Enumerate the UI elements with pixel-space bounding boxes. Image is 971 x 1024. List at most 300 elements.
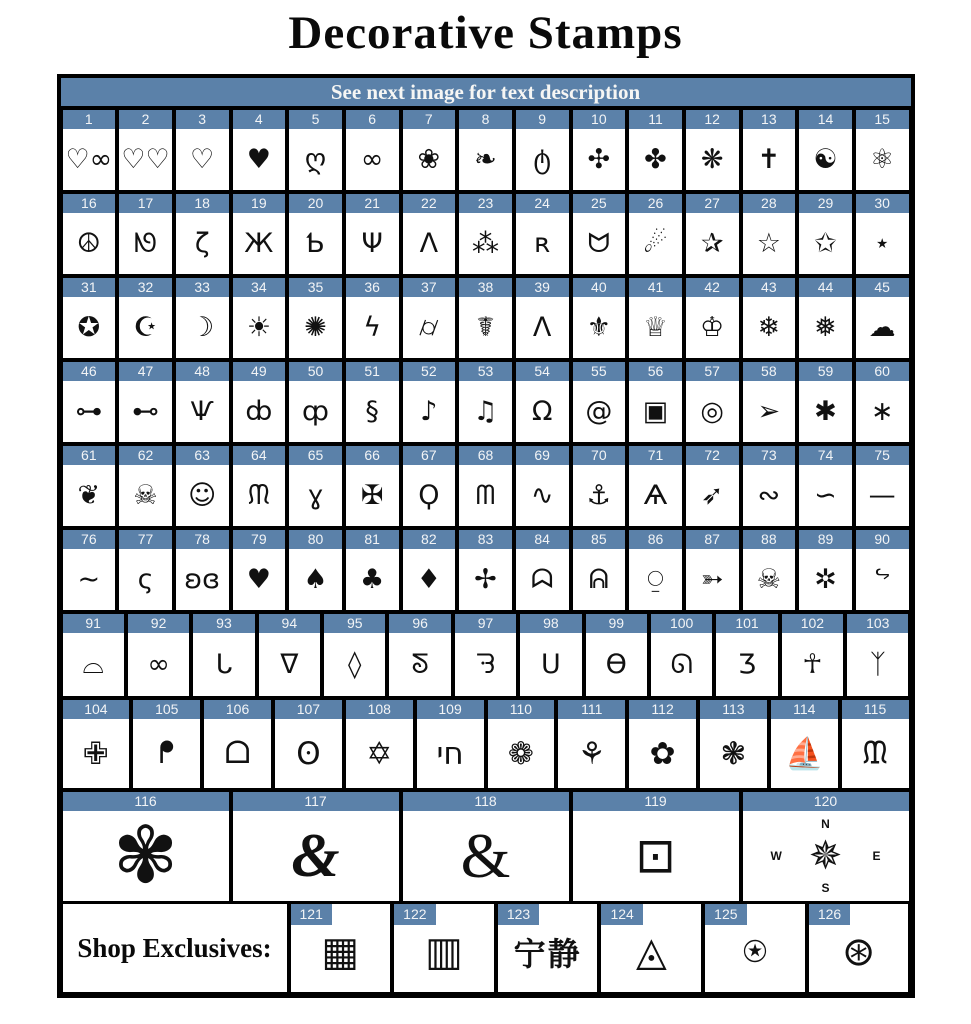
stamp-number: 28 bbox=[743, 194, 796, 213]
stamp-number: 117 bbox=[233, 792, 399, 811]
stamp-number: 26 bbox=[629, 194, 682, 213]
stamp-number: 4 bbox=[233, 110, 286, 129]
stamp-number: 99 bbox=[586, 614, 647, 633]
stamp-number: 41 bbox=[629, 278, 682, 297]
stamp-number: 25 bbox=[573, 194, 626, 213]
stamp-cell-100 bbox=[649, 612, 714, 698]
stamp-cell-48 bbox=[174, 360, 231, 444]
stamp-row-76-90 bbox=[61, 528, 911, 612]
stamp-number: 82 bbox=[403, 530, 456, 549]
treble-clef-icon: § bbox=[365, 396, 379, 427]
stamp-number: 62 bbox=[119, 446, 172, 465]
swirl-flourish-left-icon: ∾ bbox=[757, 480, 781, 511]
stamp-row-104-115 bbox=[61, 698, 911, 790]
mini-heart-icon: ♥ bbox=[246, 144, 271, 175]
stamp-row-61-75 bbox=[61, 444, 911, 528]
stamp-row-91-103 bbox=[61, 612, 911, 698]
stamp-number: 16 bbox=[63, 194, 116, 213]
stamp-cell-110 bbox=[486, 698, 557, 790]
stamp-number: 86 bbox=[629, 530, 682, 549]
stamp-number: 119 bbox=[573, 792, 739, 811]
stamp-cell-20 bbox=[287, 192, 344, 276]
stamp-cell-102 bbox=[780, 612, 845, 698]
heart-outline-icon: ♡ bbox=[190, 144, 215, 175]
stamp-cell-119 bbox=[571, 790, 741, 903]
stamp-cell-15 bbox=[854, 108, 911, 192]
club-icon: ♣ bbox=[360, 564, 385, 595]
serenity-kanji-icon: 宁静 bbox=[513, 935, 582, 973]
stamp-number: 21 bbox=[346, 194, 399, 213]
stamp-cell-114 bbox=[769, 698, 840, 790]
healing-hand-icon: Ѱ bbox=[190, 396, 214, 427]
stamp-number: 31 bbox=[63, 278, 116, 297]
eye-of-horus-icon: ʘ bbox=[296, 735, 321, 772]
stamp-number: 92 bbox=[128, 614, 189, 633]
stamp-number: 125 bbox=[705, 904, 746, 925]
stamp-cell-4 bbox=[231, 108, 288, 192]
robot-icon: ᗣ bbox=[530, 563, 554, 595]
stamp-number: 123 bbox=[498, 904, 539, 925]
table-header: See next image for text description bbox=[61, 78, 911, 108]
compass-letter-e: E bbox=[872, 849, 881, 863]
stamp-number: 11 bbox=[629, 110, 682, 129]
stamp-number: 72 bbox=[686, 446, 739, 465]
dotted-spiral-icon: @ bbox=[585, 396, 613, 427]
sugar-skull-icon: ᗝ bbox=[224, 735, 251, 771]
bell-icon: Ω bbox=[531, 396, 553, 427]
apple-icon: ტ bbox=[533, 144, 551, 175]
solid-heart-icon: ♥ bbox=[246, 564, 271, 595]
stamp-number: 47 bbox=[119, 362, 172, 381]
stamp-number: 37 bbox=[403, 278, 456, 297]
stamp-number: 78 bbox=[176, 530, 229, 549]
stamp-cell-108 bbox=[344, 698, 415, 790]
phone-booth-icon: ▥ bbox=[425, 929, 463, 975]
serif-ampersand-icon: & bbox=[460, 820, 511, 891]
stamp-number: 109 bbox=[417, 700, 484, 719]
stamp-number: 49 bbox=[233, 362, 286, 381]
stamp-cell-51 bbox=[344, 360, 401, 444]
stamp-cell-39 bbox=[514, 276, 571, 360]
ladybug-icon: Ѳ bbox=[605, 649, 627, 680]
stamp-number: 61 bbox=[63, 446, 116, 465]
stamp-cell-18 bbox=[174, 192, 231, 276]
dragon-icon: ᘕ bbox=[411, 648, 429, 680]
stamp-cell-45 bbox=[854, 276, 911, 360]
stamp-number: 95 bbox=[324, 614, 385, 633]
compass-letter-n: N bbox=[821, 817, 830, 831]
stamp-number: 110 bbox=[488, 700, 555, 719]
stamp-cell-117 bbox=[231, 790, 401, 903]
stamp-number: 2 bbox=[119, 110, 172, 129]
stamp-number: 93 bbox=[193, 614, 254, 633]
stamp-number: 67 bbox=[403, 446, 456, 465]
stamp-number: 68 bbox=[459, 446, 512, 465]
stamp-cell-74 bbox=[797, 444, 854, 528]
rocket-icon: ➳ bbox=[700, 564, 724, 595]
stamp-number: 18 bbox=[176, 194, 229, 213]
dinosaur-icon: ᘏ bbox=[670, 648, 693, 680]
stamp-number: 112 bbox=[629, 700, 696, 719]
bold-asterisk-icon: ✱ bbox=[814, 396, 837, 427]
om-symbol-icon: Ʒ bbox=[738, 649, 757, 680]
stamp-number: 115 bbox=[842, 700, 909, 719]
stamp-number: 76 bbox=[63, 530, 116, 549]
stamp-cell-92 bbox=[126, 612, 191, 698]
stamp-number: 74 bbox=[799, 446, 852, 465]
stamp-cell-121 bbox=[289, 902, 393, 994]
stamp-cell-94 bbox=[257, 612, 322, 698]
stamp-cell-107 bbox=[273, 698, 344, 790]
stamp-cell-89 bbox=[797, 528, 854, 612]
stamp-number: 60 bbox=[856, 362, 909, 381]
stamp-cell-61 bbox=[61, 444, 118, 528]
stamp-cell-5 bbox=[287, 108, 344, 192]
stamp-cell-42 bbox=[684, 276, 741, 360]
kite-icon: ◊ bbox=[348, 649, 362, 680]
stamp-number: 33 bbox=[176, 278, 229, 297]
stamp-number: 34 bbox=[233, 278, 286, 297]
balloon-icon: Ϙ bbox=[418, 480, 440, 511]
stamp-cell-85 bbox=[571, 528, 628, 612]
stamp-number: 94 bbox=[259, 614, 320, 633]
sunrise-icon: ✺ bbox=[304, 312, 327, 343]
cannabis-leaf-icon: ❋ bbox=[700, 144, 724, 175]
stamp-cell-6 bbox=[344, 108, 401, 192]
footprint-icon: ȸ bbox=[245, 396, 273, 427]
cloud-icon: ☁ bbox=[868, 312, 896, 343]
stamp-cell-103 bbox=[845, 612, 910, 698]
stamp-row-31-45 bbox=[61, 276, 911, 360]
stamp-number: 88 bbox=[743, 530, 796, 549]
stamp-cell-44 bbox=[797, 276, 854, 360]
anchor-icon: ⚓ bbox=[586, 480, 611, 511]
stamp-cell-101 bbox=[714, 612, 779, 698]
stamp-cell-31 bbox=[61, 276, 118, 360]
horseshoe-icon: ᑌ bbox=[540, 649, 561, 680]
stamp-cell-25 bbox=[571, 192, 628, 276]
thick-squiggle-icon: ∼ bbox=[77, 564, 101, 595]
stamp-number: 39 bbox=[516, 278, 569, 297]
stamp-cell-88 bbox=[741, 528, 798, 612]
infinity-icon: ∞ bbox=[360, 144, 384, 175]
hibiscus-icon: ❃ bbox=[720, 735, 747, 772]
stamp-number: 122 bbox=[394, 904, 435, 925]
stamp-number: 66 bbox=[346, 446, 399, 465]
stamp-cell-78 bbox=[174, 528, 231, 612]
stamp-cell-113 bbox=[698, 698, 769, 790]
shop-exclusives-label: Shop Exclusives: bbox=[61, 902, 289, 994]
stamp-number: 114 bbox=[771, 700, 838, 719]
stamp-number: 24 bbox=[516, 194, 569, 213]
peace-sign-icon: ☮ bbox=[76, 228, 101, 259]
stamp-cell-109 bbox=[415, 698, 486, 790]
stamp-number: 10 bbox=[573, 110, 626, 129]
stamp-number: 84 bbox=[516, 530, 569, 549]
alien-icon: ᕱ bbox=[588, 563, 609, 595]
puzzle-piece-icon: ✠ bbox=[360, 480, 384, 511]
sun-icon: ☀ bbox=[246, 312, 271, 343]
crown-icon: ♔ bbox=[700, 312, 725, 343]
angel-icon: ᛉ bbox=[869, 649, 886, 680]
music-note-icon: ♪ bbox=[420, 396, 438, 427]
stamp-number: 48 bbox=[176, 362, 229, 381]
smiley-face-icon: ☺ bbox=[188, 480, 217, 511]
stamp-number: 19 bbox=[233, 194, 286, 213]
stamp-table bbox=[57, 74, 915, 998]
stamp-cell-79 bbox=[231, 528, 288, 612]
ornate-key-icon: ⊶ bbox=[75, 396, 103, 427]
stamp-number: 52 bbox=[403, 362, 456, 381]
stamp-cell-104 bbox=[61, 698, 132, 790]
butterfly-icon: Ж bbox=[244, 228, 274, 259]
stamp-cell-99 bbox=[584, 612, 649, 698]
stamp-number: 50 bbox=[289, 362, 342, 381]
snowflake-flower-icon: ❅ bbox=[814, 312, 837, 343]
stamp-cell-68 bbox=[457, 444, 514, 528]
stamp-number: 71 bbox=[629, 446, 682, 465]
stamp-cell-54 bbox=[514, 360, 571, 444]
shooting-star-icon: ✰ bbox=[700, 228, 724, 259]
stamp-number: 97 bbox=[455, 614, 516, 633]
open-book-icon: ᙏ bbox=[247, 479, 270, 511]
infinity-heart-icon: ♡∞ bbox=[65, 144, 113, 175]
double-spiral-icon: ʚɞ bbox=[184, 564, 221, 595]
dog-head-icon: ʀ bbox=[534, 228, 551, 259]
stamp-cell-120 bbox=[741, 790, 911, 903]
stamp-cell-29 bbox=[797, 192, 854, 276]
stamp-cell-57 bbox=[684, 360, 741, 444]
stamp-cell-19 bbox=[231, 192, 288, 276]
stamp-number: 111 bbox=[558, 700, 625, 719]
tardis-icon: ▦ bbox=[321, 929, 360, 975]
stamp-number: 124 bbox=[601, 904, 642, 925]
stamp-cell-34 bbox=[231, 276, 288, 360]
stamp-number: 113 bbox=[700, 700, 767, 719]
stamp-number: 87 bbox=[686, 530, 739, 549]
stamp-number: 85 bbox=[573, 530, 626, 549]
stamp-number: 5 bbox=[289, 110, 342, 129]
stamp-cell-41 bbox=[627, 276, 684, 360]
stamp-cell-11 bbox=[627, 108, 684, 192]
yin-yang-icon: ☯ bbox=[813, 144, 838, 175]
stamp-cell-73 bbox=[741, 444, 798, 528]
scalloped-frame-icon: ✾ bbox=[112, 811, 179, 901]
stamp-cell-87 bbox=[684, 528, 741, 612]
four-petal-clover-icon: ✤ bbox=[644, 144, 667, 175]
feathered-arrow-icon: ➶ bbox=[700, 480, 724, 511]
solid-flame-icon: ❦ bbox=[77, 480, 101, 511]
stamp-number: 51 bbox=[346, 362, 399, 381]
stamp-row-1-15 bbox=[61, 108, 911, 192]
stamp-cell-122 bbox=[392, 902, 496, 994]
stamp-cell-75 bbox=[854, 444, 911, 528]
stamp-cell-96 bbox=[387, 612, 452, 698]
stamp-number: 20 bbox=[289, 194, 342, 213]
lightning-bolt-icon: ϟ bbox=[363, 312, 382, 343]
stamp-cell-53 bbox=[457, 360, 514, 444]
snake-icon: ζ bbox=[194, 228, 210, 259]
spiral-icon: ◎ bbox=[700, 396, 724, 427]
celtic-cross-icon: ✙ bbox=[82, 735, 109, 772]
stamp-cell-43 bbox=[741, 276, 798, 360]
tribal-flame-icon: Ψ bbox=[361, 228, 383, 259]
stamp-cell-123 bbox=[496, 902, 600, 994]
stamp-number: 6 bbox=[346, 110, 399, 129]
stamp-number: 121 bbox=[291, 904, 332, 925]
eiffel-tower-icon: Λ bbox=[532, 312, 552, 343]
fedora-hat-icon: ⌓ bbox=[82, 648, 104, 680]
square-spiral-icon: ▣ bbox=[642, 396, 669, 427]
stamp-cell-59 bbox=[797, 360, 854, 444]
crescent-and-star-icon: ☪ bbox=[133, 312, 158, 343]
stamp-cell-55 bbox=[571, 360, 628, 444]
stamp-number: 9 bbox=[516, 110, 569, 129]
stamp-number: 35 bbox=[289, 278, 342, 297]
stamp-row-46-60 bbox=[61, 360, 911, 444]
chai-hebrew-icon: חי bbox=[436, 735, 464, 772]
stamp-cell-50 bbox=[287, 360, 344, 444]
stamp-number: 105 bbox=[133, 700, 200, 719]
stamp-cell-22 bbox=[401, 192, 458, 276]
stamp-number: 32 bbox=[119, 278, 172, 297]
wavy-star-icon: ✩ bbox=[814, 228, 837, 259]
stamp-cell-32 bbox=[117, 276, 174, 360]
magic-wand-icon: ✲ bbox=[814, 564, 837, 595]
swirl-flourish-right-icon: ∽ bbox=[814, 480, 837, 511]
shop-exclusives-row bbox=[61, 902, 911, 994]
stamp-number: 102 bbox=[782, 614, 843, 633]
ankh-icon: ☥ bbox=[802, 649, 823, 680]
stamp-cell-27 bbox=[684, 192, 741, 276]
stamp-number: 14 bbox=[799, 110, 852, 129]
stamp-cell-80 bbox=[287, 528, 344, 612]
camera-icon: ⊡ bbox=[635, 828, 676, 884]
swirl-heart-icon: ღ bbox=[304, 144, 327, 175]
stamp-cell-12 bbox=[684, 108, 741, 192]
ufo-icon: ⍜ bbox=[647, 563, 664, 595]
stamp-number: 17 bbox=[119, 194, 172, 213]
stamp-cell-93 bbox=[191, 612, 256, 698]
leaf-icon: ❧ bbox=[474, 144, 497, 175]
triquetra-icon: ⚛ bbox=[870, 144, 895, 175]
stamp-cell-118 bbox=[401, 790, 571, 903]
stamp-cell-65 bbox=[287, 444, 344, 528]
stamp-cell-60 bbox=[854, 360, 911, 444]
stamp-cell-105 bbox=[131, 698, 202, 790]
deathly-hallows-icon: ◬ bbox=[635, 929, 667, 975]
cross-icon: ✝ bbox=[757, 144, 781, 175]
compass-rose-icon: ✵ N E S W bbox=[770, 817, 881, 895]
tiara-icon: ♕ bbox=[643, 312, 668, 343]
stamp-number: 100 bbox=[651, 614, 712, 633]
key-icon: ⊷ bbox=[131, 396, 159, 427]
long-stem-rose-icon: ⚘ bbox=[577, 735, 606, 772]
stamp-cell-30 bbox=[854, 192, 911, 276]
skull-crossbones-outline-icon: ☠ bbox=[756, 564, 781, 595]
stamp-number: 12 bbox=[686, 110, 739, 129]
compass-letter-w: W bbox=[770, 849, 782, 863]
stamp-cell-67 bbox=[401, 444, 458, 528]
stamp-cell-98 bbox=[518, 612, 583, 698]
stamp-cell-58 bbox=[741, 360, 798, 444]
stamp-cell-21 bbox=[344, 192, 401, 276]
stamp-number: 29 bbox=[799, 194, 852, 213]
stamp-cell-47 bbox=[117, 360, 174, 444]
lotus-icon: ❀ bbox=[417, 144, 441, 175]
stamp-cell-116 bbox=[61, 790, 231, 903]
crescent-moon-icon: ☽ bbox=[190, 312, 215, 343]
stamp-number: 22 bbox=[403, 194, 456, 213]
stamp-cell-3 bbox=[174, 108, 231, 192]
stamp-number: 65 bbox=[289, 446, 342, 465]
spiral-star-icon: ✪ bbox=[77, 312, 101, 343]
fox-icon: ᘌ bbox=[475, 648, 496, 680]
stamp-cell-40 bbox=[571, 276, 628, 360]
spade-icon: ♠ bbox=[303, 564, 328, 595]
awareness-ribbon-icon: ɣ bbox=[307, 480, 324, 511]
stamp-cell-8 bbox=[457, 108, 514, 192]
cupcake-icon: ᗰ bbox=[475, 479, 496, 511]
stamp-number: 7 bbox=[403, 110, 456, 129]
stamp-number: 108 bbox=[346, 700, 413, 719]
stamp-cell-7 bbox=[401, 108, 458, 192]
stamp-number: 27 bbox=[686, 194, 739, 213]
perched-bird-icon: Ƅ bbox=[306, 228, 325, 259]
stamp-number: 126 bbox=[809, 904, 850, 925]
stamp-number: 44 bbox=[799, 278, 852, 297]
sneaker-icon: ᒐ bbox=[215, 649, 233, 680]
stamp-number: 73 bbox=[743, 446, 796, 465]
page-title: Decorative Stamps bbox=[288, 7, 683, 59]
paw-print-icon: ⁂ bbox=[471, 228, 499, 259]
stamp-number: 58 bbox=[743, 362, 796, 381]
double-hearts-icon: ♡♡ bbox=[121, 144, 170, 175]
stamp-number: 69 bbox=[516, 446, 569, 465]
stamp-cell-56 bbox=[627, 360, 684, 444]
fleur-de-lis-icon: ⚜ bbox=[586, 312, 611, 343]
pirate-ship-icon: ⛵ bbox=[784, 736, 824, 772]
stamp-cell-64 bbox=[231, 444, 288, 528]
stamp-number: 75 bbox=[856, 446, 909, 465]
necktie-icon: ᐁ bbox=[280, 649, 299, 680]
stamp-cell-52 bbox=[401, 360, 458, 444]
stamp-cell-49 bbox=[231, 360, 288, 444]
stamp-number: 107 bbox=[275, 700, 342, 719]
stamp-cell-95 bbox=[322, 612, 387, 698]
stamp-number: 43 bbox=[743, 278, 796, 297]
stamp-cell-77 bbox=[117, 528, 174, 612]
stamp-cell-37 bbox=[401, 276, 458, 360]
stamp-row-16-30 bbox=[61, 192, 911, 276]
stamp-number: 8 bbox=[459, 110, 512, 129]
stamp-number: 91 bbox=[63, 614, 124, 633]
stamp-cell-24 bbox=[514, 192, 571, 276]
guitar-icon: ᖦ bbox=[874, 564, 891, 595]
stamp-cell-35 bbox=[287, 276, 344, 360]
stamp-cell-81 bbox=[344, 528, 401, 612]
rose-bloom-icon: ❁ bbox=[507, 735, 534, 772]
stamp-number: 55 bbox=[573, 362, 626, 381]
music-notes-icon: ♫ bbox=[473, 396, 498, 427]
stamp-cell-97 bbox=[453, 612, 518, 698]
mockingjay-icon: ⊛ bbox=[841, 929, 876, 975]
stamp-number: 59 bbox=[799, 362, 852, 381]
seashell-icon: Ѧ bbox=[643, 480, 668, 511]
stamp-number: 96 bbox=[389, 614, 450, 633]
stamp-number: 45 bbox=[856, 278, 909, 297]
stamp-number: 64 bbox=[233, 446, 286, 465]
